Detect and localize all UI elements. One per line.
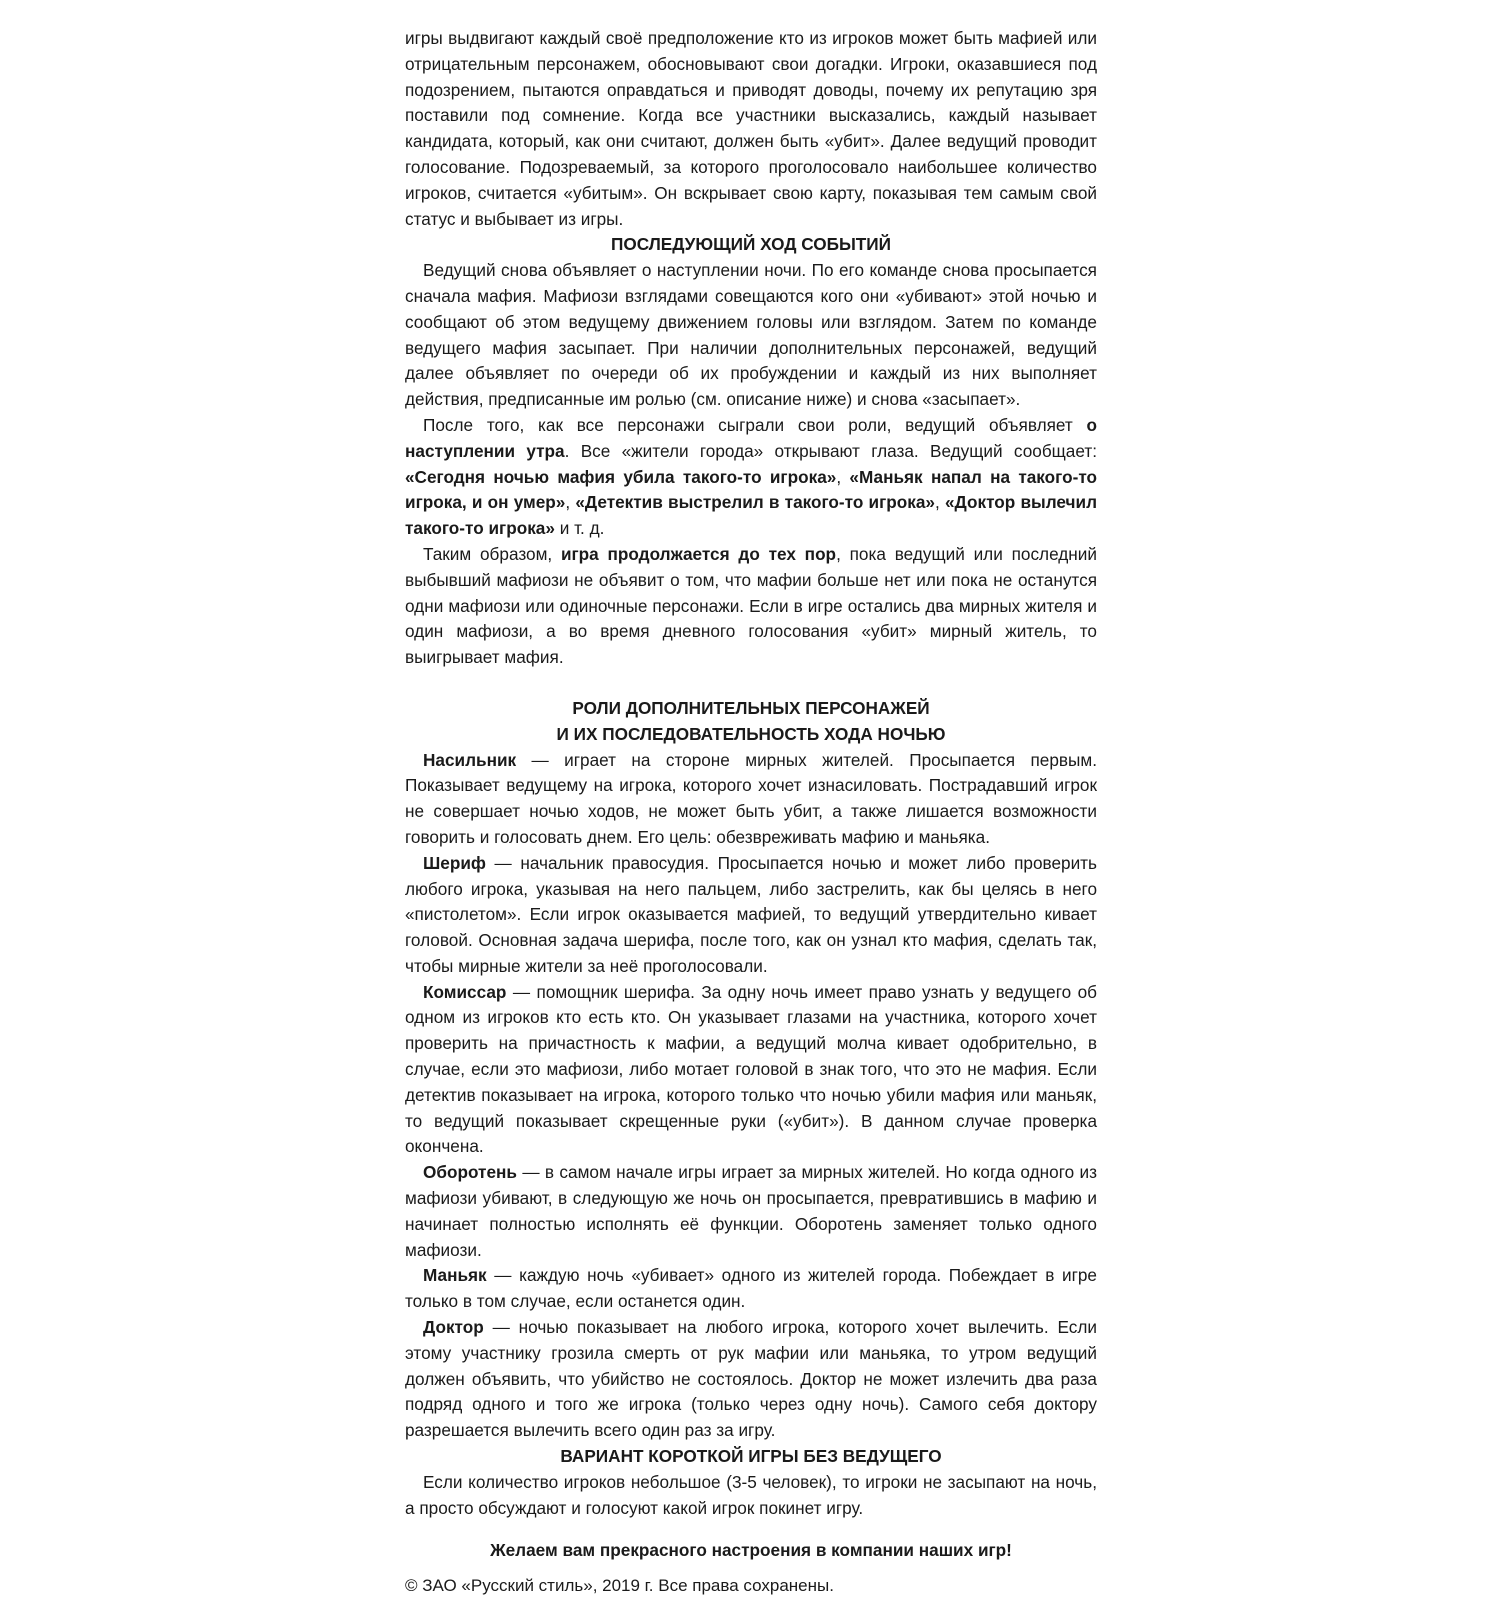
rules-page [405, 26, 1097, 1599]
morning-bold-4: «Детектив выстрелил в такого-то игрока» [575, 492, 935, 513]
game-continues-paragraph [405, 542, 1097, 671]
morning-text-2: . Все «жители города» открывают глаза. Ведущий сообщает: [564, 440, 1097, 461]
role-name: Доктор [423, 1317, 484, 1338]
copyright-notice: © ЗАО «Русский стиль», 2019 г. Все права сохранены. [405, 1576, 834, 1596]
role-desc: — ночью показывает на любого игрока, которого хочет вылечить. Если этому участнику грозила смерть от рук мафии или маньяка, то утром ведущий должен объявить, что убийство не состоялось. Доктор не может излечить два раза подряд одного и того же игрока (только через одну ночь). Самого себя доктору разрешается вылечить всего один раз за игру. [405, 1317, 1097, 1441]
role-desc: — в самом начале игры играет за мирных жителей. Но когда одного из мафиози убивают, в следующую же ночь он просыпается, превратившись в мафию и начинает полностью исполнять её функции. Оборотень заменяет только одного мафиози. [405, 1162, 1097, 1260]
morning-bold-1: о наступлении утра [405, 414, 1097, 461]
roles-title-line-1: РОЛИ ДОПОЛНИТЕЛЬНЫХ ПЕРСОНАЖЕЙ [572, 697, 930, 718]
short-game-paragraph: Если количество игроков небольшое (3-5 человек), то игроки не засыпают на ночь, а просто обсуждают и голосуют какой игрок покинет игру. [405, 1471, 1097, 1518]
morning-bold-2: «Сегодня ночью мафия убила такого-то игрока» [405, 466, 837, 487]
closing-wish: Желаем вам прекрасного настроения в компании наших игр! [490, 1540, 1012, 1561]
morning-text-6: и т. д. [554, 518, 605, 539]
section-title-short-game: ВАРИАНТ КОРОТКОЙ ИГРЫ БЕЗ ВЕДУЩЕГО [560, 1446, 942, 1467]
role-name: Шериф [423, 852, 486, 873]
role-desc: — каждую ночь «убивает» одного из жителей города. Побеждает в игре только в том случае, если останется один. [405, 1265, 1097, 1312]
continues-text-2: , пока ведущий или последний выбывший мафиози не объявит о том, что мафии больше нет или пока не останутся одни мафиози или одиночные персонажи. Если в игре остались два мирных жителя и один мафиози, а во время дневного голосования «убит» мирный житель, то выигрывает мафия. [405, 543, 1097, 668]
morning-text-1: После того, как все персонажи сыграли свои роли, ведущий объявляет [423, 414, 1087, 435]
role-rapist [405, 748, 1097, 851]
morning-bold-5: «Доктор вылечил такого-то игрока» [405, 492, 1097, 539]
continues-bold-1: игра продолжается до тех пор [560, 543, 837, 564]
morning-text-3: , [836, 466, 850, 487]
section-title-roles [405, 696, 1097, 748]
continues-text-1: Таким образом, [423, 543, 561, 564]
role-maniac [405, 1263, 1097, 1315]
role-name: Маньяк [423, 1265, 487, 1286]
section-title-events: ПОСЛЕДУЮЩИЙ ХОД СОБЫТИЙ [610, 234, 892, 255]
role-desc: — играет на стороне мирных жителей. Просыпается первым. Показывает ведущему на игрока, которого хочет изнасиловать. Пострадавший игрок не совершает ночью ходов, не может быть убит, а также лишается возможности говорить и голосовать днем. Его цель: обезвреживать мафию и маньяка. [405, 749, 1097, 847]
morning-paragraph [405, 413, 1097, 542]
role-desc: — начальник правосудия. Просыпается ночью и может либо проверить любого игрока, указывая на него пальцем, либо застрелить, как бы целясь в него «пистолетом». Если игрок оказывается мафией, то ведущий утвердительно кивает головой. Основная задача шерифа, после того, как он узнал кто мафия, сделать так, чтобы мирные жители за неё проголосовали. [405, 852, 1097, 976]
morning-text-5: , [934, 492, 945, 513]
night-paragraph: Ведущий снова объявляет о наступлении ночи. По его команде снова просыпается сначала мафия. Мафиози взглядами совещаются кого они «убивают» этой ночью и сообщают об этом ведущему движением головы или взглядом. Затем по команде ведущего мафия засыпает. При наличии дополнительных персонажей, ведущий далее объявляет по очереди об их пробуждении и каждый из них выполняет действия, предписанные им ролью (см. описание ниже) и снова «засыпает». [405, 260, 1097, 410]
role-sheriff [405, 851, 1097, 980]
role-name: Комиссар [423, 981, 507, 1002]
role-commissar [405, 980, 1097, 1161]
morning-bold-3: «Маньяк напал на такого-то игрока, и он умер» [405, 466, 1098, 513]
role-name: Насильник [423, 749, 517, 770]
roles-title-line-2: И ИХ ПОСЛЕДОВАТЕЛЬНОСТЬ ХОДА НОЧЬЮ [556, 723, 946, 744]
role-name: Оборотень [423, 1162, 517, 1183]
role-doctor [405, 1315, 1097, 1444]
role-werewolf [405, 1160, 1097, 1263]
morning-text-4: , [565, 492, 576, 513]
intro-paragraph: игры выдвигают каждый своё предположение кто из игроков может быть мафией или отрицательным персонажем, обосновывают свои догадки. Игроки, оказавшиеся под подозрением, пытаются оправдаться и приводят доводы, почему их репутацию зря поставили под сомнение. Когда все участники высказались, каждый называет кандидата, который, как они считают, должен быть «убит». Далее ведущий проводит голосование. Подозреваемый, за которого проголосовало наибольшее количество игроков, считается «убитым». Он вскрывает свою карту, показывая тем самым свой статус и выбывает из игры. [405, 28, 1097, 229]
role-desc: — помощник шерифа. За одну ночь имеет право узнать у ведущего об одном из игроков кто есть кто. Он указывает глазами на участника, которого хочет проверить на причастность к мафии, а ведущий молча кивает одобрительно, в случае, если это мафиози, либо мотает головой в знак того, что это не мафия. Если детектив показывает на игрока, которого только что ночью убили мафия или маньяк, то ведущий показывает скрещенные руки («убит»). В данном случае проверка окончена. [405, 981, 1097, 1157]
